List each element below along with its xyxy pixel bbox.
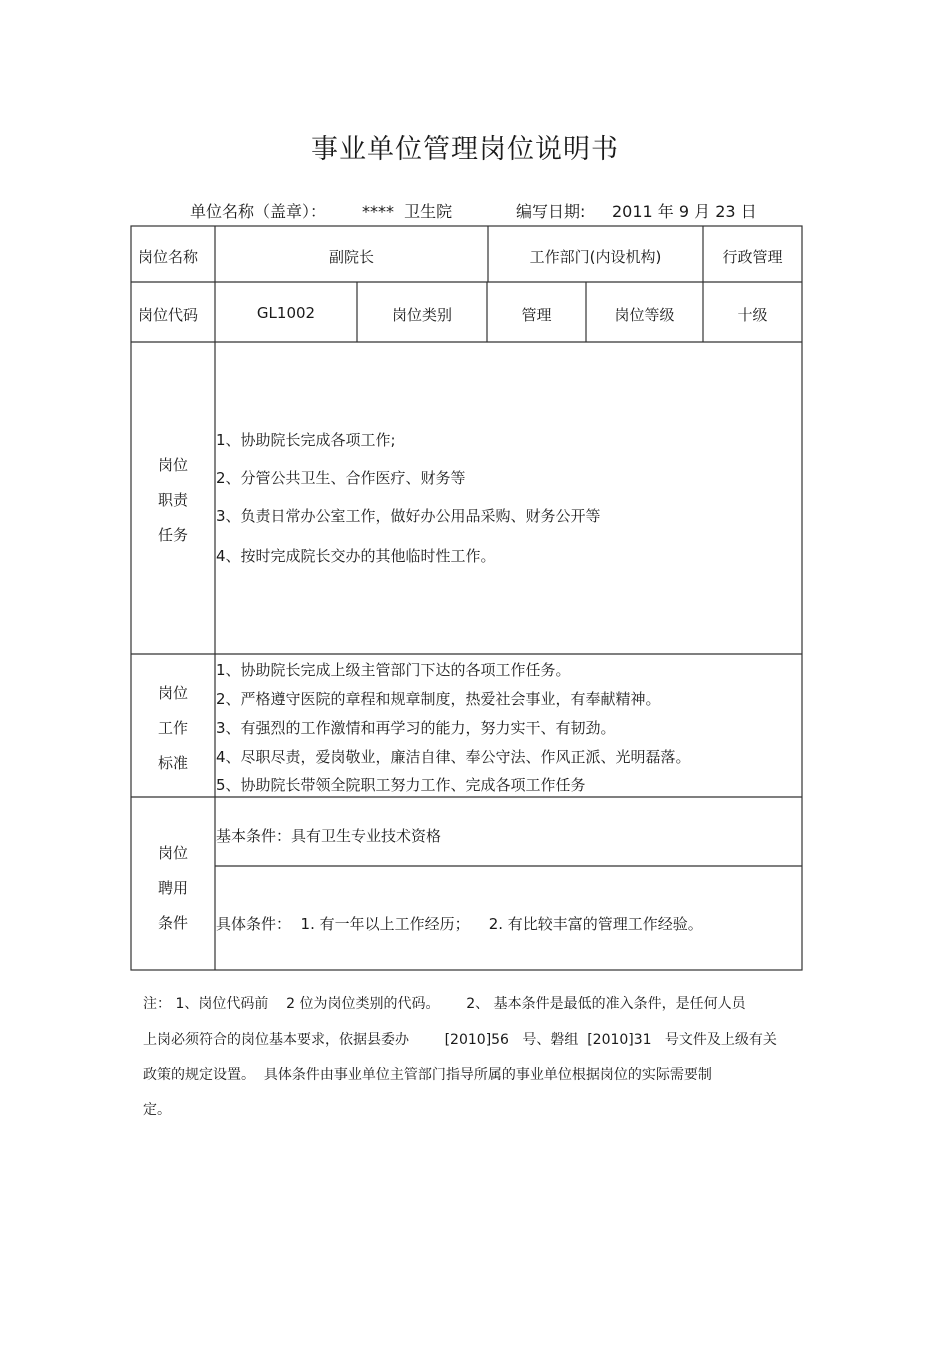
note-line: 上岗必须符合的岗位基本要求，依据县委办 [2010]56 号、磐组 [2010]31 号文件及上级有关 xyxy=(143,1032,777,1048)
standards-label-line: 标准 xyxy=(157,754,188,772)
duties-label-line: 岗位 xyxy=(157,456,188,474)
duty-item: 1、协助院长完成各项工作; xyxy=(216,431,396,449)
conditions-label-line: 岗位 xyxy=(157,844,188,862)
duty-item: 4、按时完成院长交办的其他临时性工作。 xyxy=(216,547,496,565)
department-label: 工作部门(内设机构) xyxy=(529,248,662,266)
specific-conditions: 具体条件： 1. 有一年以上工作经历； 2. 有比较丰富的管理工作经验。 xyxy=(216,915,703,933)
position-grade-label: 岗位等级 xyxy=(614,306,675,324)
position-category-label: 岗位类别 xyxy=(391,306,452,324)
standard-item: 5、协助院长带领全院职工努力工作、完成各项工作任务 xyxy=(216,776,586,794)
standards-label-line: 工作 xyxy=(157,719,188,737)
document-title: 事业单位管理岗位说明书 xyxy=(311,134,619,165)
basic-conditions: 基本条件：具有卫生专业技术资格 xyxy=(216,827,442,845)
duties-label-line: 职责 xyxy=(157,491,188,509)
conditions-section-label xyxy=(131,836,215,941)
standard-item: 1、协助院长完成上级主管部门下达的各项工作任务。 xyxy=(216,661,571,679)
date-value: 2011 年 9 月 23 日 xyxy=(612,202,757,221)
conditions-label-line: 条件 xyxy=(157,914,188,932)
department-value: 行政管理 xyxy=(722,248,783,266)
standard-item: 3、有强烈的工作激情和再学习的能力，努力实干、有韧劲。 xyxy=(216,719,616,737)
unit-value: **** 卫生院 xyxy=(362,202,453,221)
position-category-value: 管理 xyxy=(521,306,552,324)
duties-section-label xyxy=(131,448,215,553)
standards-section-label xyxy=(131,676,215,781)
position-code-value: GL1002 xyxy=(256,304,316,322)
date-label: 编写日期: xyxy=(516,202,586,221)
note-line: 注： 1、岗位代码前 2 位为岗位类别的代码。 2、 基本条件是最低的准入条件，是任何人员 xyxy=(143,996,746,1012)
conditions-label-line: 聘用 xyxy=(157,879,188,897)
position-grade-value: 十级 xyxy=(737,306,768,324)
unit-label: 单位名称（盖章）： xyxy=(190,202,327,221)
duty-item: 2、分管公共卫生、合作医疗、财务等 xyxy=(216,469,466,487)
note-line: 定。 xyxy=(143,1102,171,1118)
standards-label-line: 岗位 xyxy=(157,684,188,702)
position-code-label: 岗位代码 xyxy=(138,306,199,324)
duty-item: 3、负责日常办公室工作，做好办公用品采购、财务公开等 xyxy=(216,507,601,525)
position-name-label: 岗位名称 xyxy=(138,248,199,266)
standard-item: 4、尽职尽责，爱岗敬业，廉洁自律、奉公守法、作风正派、光明磊落。 xyxy=(216,748,691,766)
note-line: 政策的规定设置。 具体条件由事业单位主管部门指导所属的事业单位根据岗位的实际需要制 xyxy=(143,1067,712,1083)
duties-label-line: 任务 xyxy=(157,526,188,544)
position-name-value: 副院长 xyxy=(328,248,374,266)
standard-item: 2、严格遵守医院的章程和规章制度，热爱社会事业，有奉献精神。 xyxy=(216,690,661,708)
